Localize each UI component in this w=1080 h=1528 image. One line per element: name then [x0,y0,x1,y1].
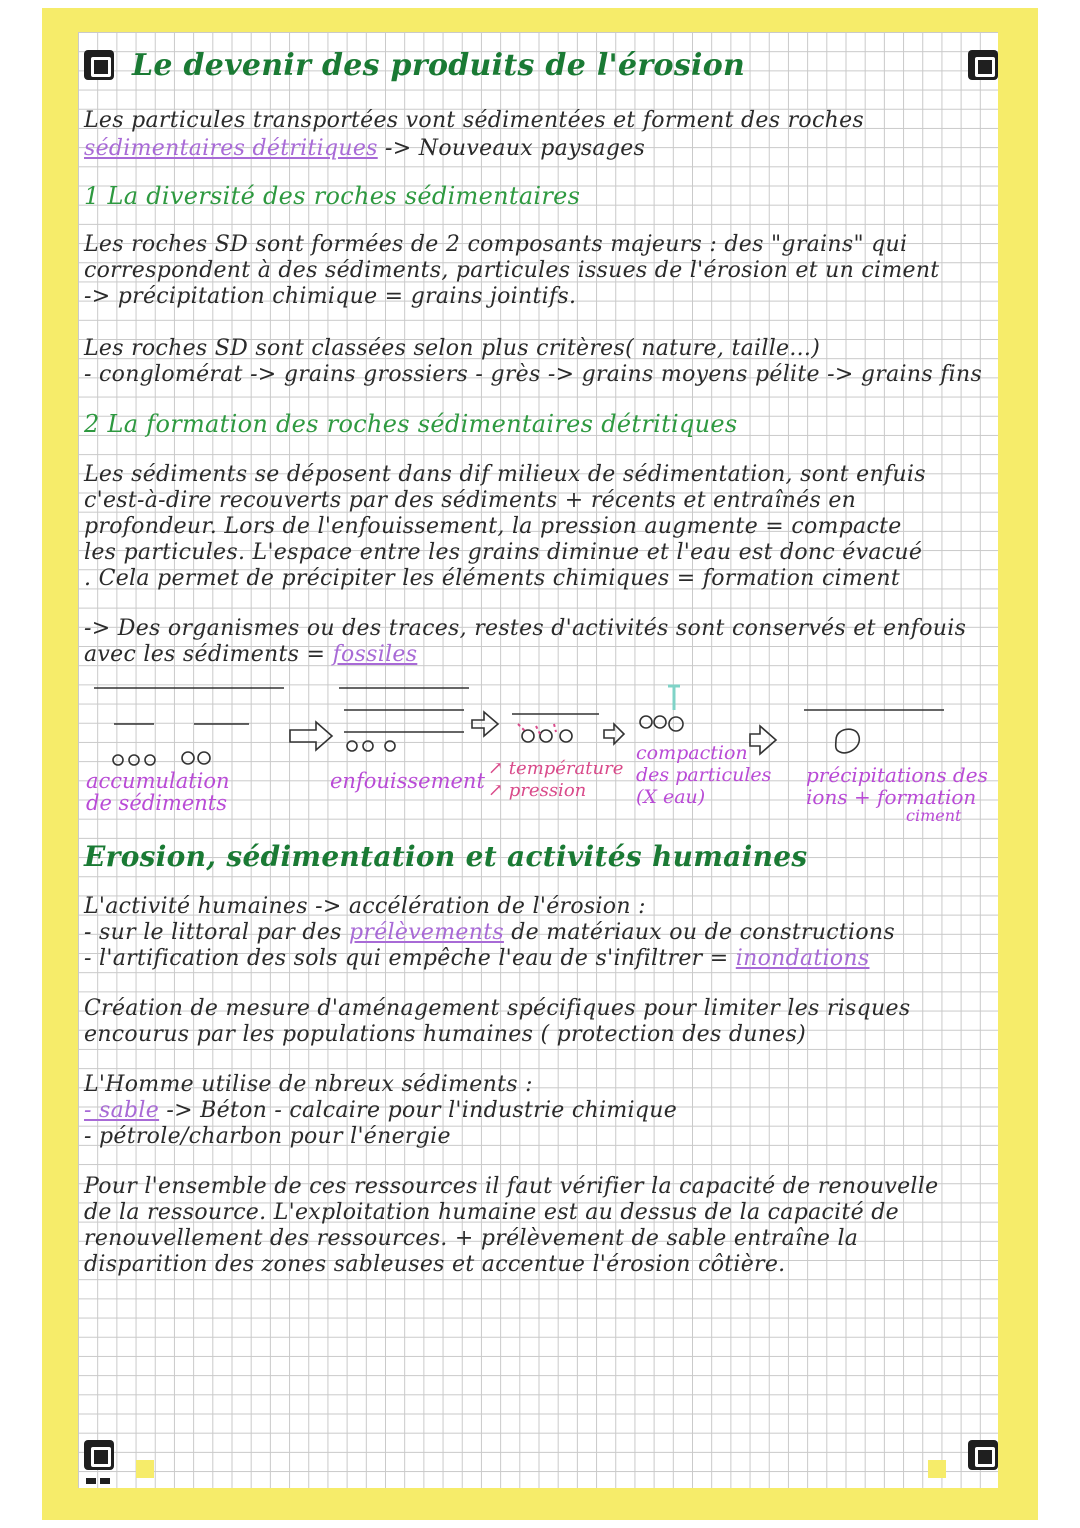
grain [347,741,357,751]
dash-mark [100,1478,110,1484]
intro-line-2-rest: -> Nouveaux paysages [385,136,646,161]
section3-p2-line: encourus par les populations humaines ( protection des dunes) [84,1022,806,1047]
diagram-step5-line: ciment [906,806,962,825]
section3-p2-line: Création de mesure d'aménagement spécifiques pour limiter les risques [84,996,911,1021]
section1-p1-line: -> précipitation chimique = grains jointifs. [84,284,577,309]
section3-p4-line: de la ressource. L'exploitation humaine est au dessus de la capacité de [84,1200,899,1225]
section3-p3-line-2-rest: -> Béton - calcaire pour l'industrie chimique [166,1098,678,1123]
section2-p1-line: les particules. L'espace entre les grains diminue et l'eau est donc évacué [84,540,923,565]
step-arrow [290,722,332,750]
grain [540,730,552,742]
diagram-step5-label [806,764,988,824]
prelevements-highlight: prélèvements [349,920,504,945]
diagram-step2-line: enfouissement [330,769,485,793]
cement-blob [836,729,860,753]
section1-p1-line: Les roches SD sont formées de 2 composants majeurs : des "grains" qui [84,232,908,257]
section3-p1-line-2 [84,920,895,945]
grain [182,752,194,764]
grain [145,755,155,765]
section3-p1-line-2-end: de matériaux ou de constructions [511,920,895,945]
sable-highlight: - sable [84,1098,160,1123]
diagram-step3-line: ↗ température [488,758,624,779]
diagram-step5-line: précipitations des [806,763,988,787]
grain [522,730,534,742]
grain [654,716,666,728]
diagram-step3-label [488,758,623,802]
fossiles-highlight: fossiles [332,642,418,667]
section3-p3-line-3: - pétrole/charbon pour l'énergie [84,1124,451,1149]
section2-p1-line: Les sédiments se déposent dans dif milieux de sédimentation, sont enfuis [84,462,926,487]
grain [129,755,139,765]
section3-p1-line-3 [84,946,869,971]
yellow-marker-right [928,1460,946,1478]
grain [640,716,652,728]
diagram-step4-label [636,742,771,808]
pressure-mark [554,724,556,732]
section1-p2-line: Les roches SD sont classées selon plus critères( nature, taille...) [84,336,821,361]
section3-p4-line: disparition des zones sableuses et accentue l'érosion côtière. [84,1252,786,1277]
corner-marker-top-right [968,50,998,80]
section2-p1-line: . Cela permet de précipiter les éléments chimiques = formation ciment [84,566,900,591]
section2-p2-line-2-start: avec les sédiments = [84,642,326,667]
section3-p1-line-2-start: - sur le littoral par des [84,920,342,945]
section1-p1-line: correspondent à des sédiments, particules issues de l'érosion et un ciment [84,258,940,283]
diagram-step4-line: des particules [636,764,772,786]
section2-p2-line-2 [84,642,417,667]
section3-heading: Erosion, sédimentation et activités humaines [84,840,808,873]
section3-p3-line-2 [84,1098,677,1123]
corner-marker-top-left [84,50,114,80]
grain [385,741,395,751]
page-title: Le devenir des produits de l'érosion [132,48,746,83]
step-arrow [472,712,498,736]
sedimentation-diagram [84,680,1024,840]
diagram-step1-label [86,770,230,814]
grain [363,741,373,751]
diagram-step2-label [330,770,485,792]
corner-marker-bottom-right [968,1440,998,1470]
section2-p1-line: c'est-à-dire recouverts par des sédiments + récents et entraînés en [84,488,857,513]
intro-highlight: sédimentaires détritiques [84,136,378,161]
inondations-highlight: inondations [735,946,870,971]
intro-line-1: Les particules transportées vont sédimentées et forment des roches [84,108,864,133]
grain [198,752,210,764]
diagram-step5-line: ions + formation [806,785,977,809]
section3-p1-line-3-start: - l'artification des sols qui empêche l'eau de s'infiltrer = [84,946,729,971]
corner-marker-bottom-left [84,1440,114,1470]
section3-p1-line-1: L'activité humaines -> accélération de l'érosion : [84,894,646,919]
grain [560,730,572,742]
diagram-step1-line: de sédiments [86,791,227,815]
section2-heading: 2 La formation des roches sédimentaires détritiques [84,410,738,438]
section3-p4-line: renouvellement des ressources. + prélèvement de sable entraîne la [84,1226,859,1251]
step-arrow [604,724,624,744]
diagram-step4-line: compaction [636,742,748,764]
diagram-step1-line: accumulation [86,769,230,793]
section3-p4-line: Pour l'ensemble de ces ressources il faut vérifier la capacité de renouvelle [84,1174,939,1199]
dash-mark [86,1478,96,1484]
section1-p2-line: - conglomérat -> grains grossiers - grès -> grains moyens pélite -> grains fins [84,362,983,387]
grain [669,717,683,731]
diagram-step3-line: ↗ pression [488,780,587,801]
section2-p1-line: profondeur. Lors de l'enfouissement, la pression augmente = compacte [84,514,902,539]
yellow-marker-left [136,1460,154,1478]
grain [113,755,123,765]
diagram-step4-line: (X eau) [636,786,706,808]
intro-line-2 [84,136,645,161]
section3-p3-line-1: L'Homme utilise de nbreux sédiments : [84,1072,533,1097]
section1-heading: 1 La diversité des roches sédimentaires [84,182,581,210]
section2-p2-line-1: -> Des organismes ou des traces, restes d'activités sont conservés et enfouis [84,616,967,641]
pressure-mark [536,726,540,734]
